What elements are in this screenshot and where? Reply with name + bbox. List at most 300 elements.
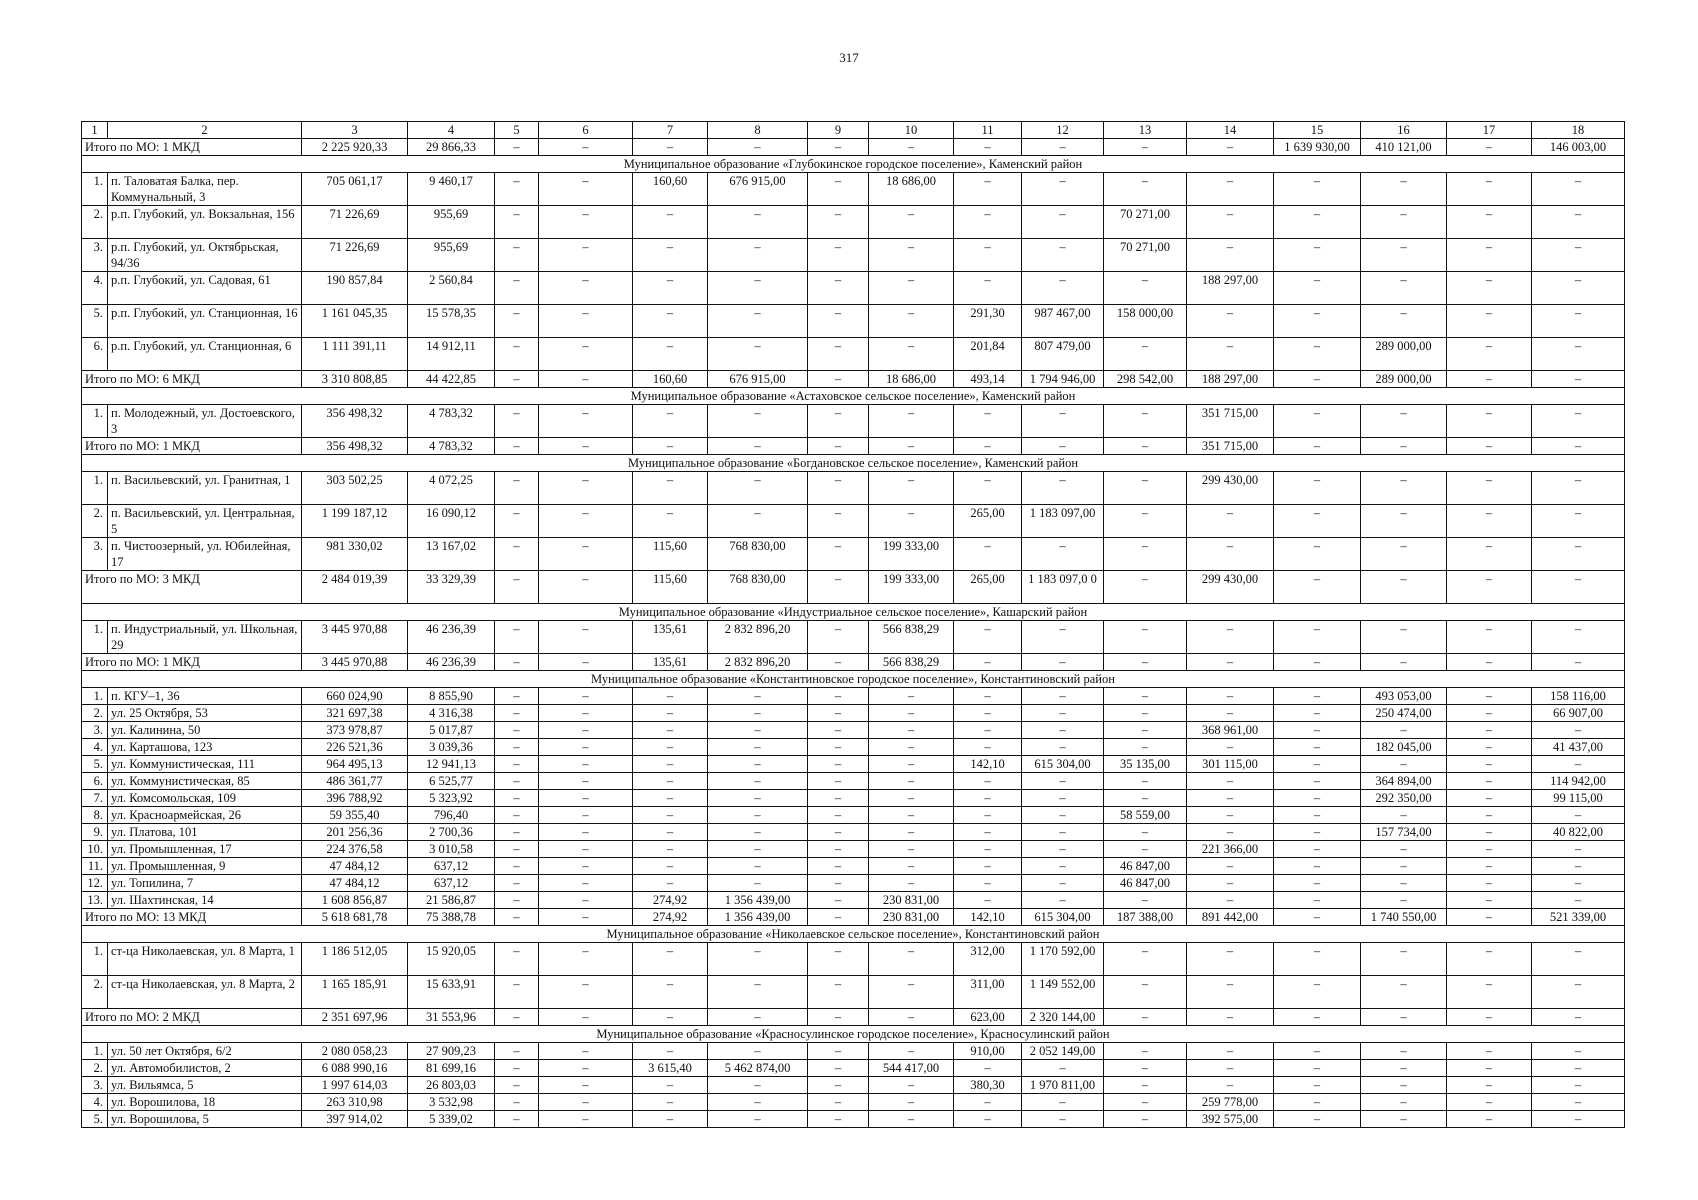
value-cell: 46 847,00: [1104, 858, 1187, 875]
value-cell: 157 734,00: [1361, 824, 1447, 841]
value-cell: 321 697,38: [302, 705, 408, 722]
value-cell: 964 495,13: [302, 756, 408, 773]
value-cell: –: [954, 621, 1022, 654]
value-cell: 27 909,23: [408, 1043, 495, 1060]
value-cell: –: [1104, 571, 1187, 604]
value-cell: –: [1022, 206, 1104, 239]
value-cell: –: [633, 472, 708, 505]
value-cell: 299 430,00: [1187, 472, 1274, 505]
value-cell: –: [808, 272, 869, 305]
value-cell: 160,60: [633, 371, 708, 388]
value-cell: 4 316,38: [408, 705, 495, 722]
value-cell: –: [633, 206, 708, 239]
value-cell: –: [1532, 571, 1625, 604]
value-cell: –: [495, 909, 539, 926]
address-cell: ст-ца Николаевская, ул. 8 Марта, 1: [108, 943, 302, 976]
value-cell: 1 740 550,00: [1361, 909, 1447, 926]
value-cell: –: [1274, 1009, 1361, 1026]
table-row: [82, 892, 1625, 909]
value-cell: –: [869, 1094, 954, 1111]
row-number: 5.: [82, 1111, 108, 1128]
value-cell: –: [1274, 272, 1361, 305]
value-cell: –: [954, 472, 1022, 505]
value-cell: –: [495, 1094, 539, 1111]
value-cell: 274,92: [633, 909, 708, 926]
section-header-row: [82, 1026, 1625, 1043]
address-cell: р.п. Глубокий, ул. Станционная, 16: [108, 305, 302, 338]
value-cell: –: [1022, 472, 1104, 505]
section-header-row: [82, 156, 1625, 173]
value-cell: –: [1187, 790, 1274, 807]
value-cell: –: [1447, 909, 1532, 926]
value-cell: –: [1361, 756, 1447, 773]
value-cell: –: [708, 1094, 808, 1111]
value-cell: –: [539, 571, 633, 604]
value-cell: –: [539, 1060, 633, 1077]
value-cell: 351 715,00: [1187, 438, 1274, 455]
value-cell: –: [1274, 505, 1361, 538]
value-cell: –: [1274, 976, 1361, 1009]
column-number: 17: [1447, 122, 1532, 139]
value-cell: –: [1447, 654, 1532, 671]
value-cell: –: [808, 239, 869, 272]
value-cell: –: [954, 1094, 1022, 1111]
value-cell: –: [1532, 943, 1625, 976]
table-row: [82, 1077, 1625, 1094]
municipality-title: Муниципальное образование «Николаевское сельское поселение», Константиновский район: [82, 926, 1625, 943]
value-cell: –: [954, 438, 1022, 455]
row-number: 1.: [82, 1043, 108, 1060]
value-cell: –: [1022, 1111, 1104, 1128]
address-cell: п. Молодежный, ул. Достоевского, 3: [108, 405, 302, 438]
value-cell: –: [954, 892, 1022, 909]
value-cell: 807 479,00: [1022, 338, 1104, 371]
value-cell: –: [633, 841, 708, 858]
value-cell: –: [1274, 1111, 1361, 1128]
value-cell: –: [1274, 739, 1361, 756]
value-cell: –: [808, 472, 869, 505]
row-number: 4.: [82, 1094, 108, 1111]
value-cell: –: [1361, 272, 1447, 305]
row-number: 4.: [82, 739, 108, 756]
value-cell: –: [869, 1077, 954, 1094]
value-cell: –: [539, 472, 633, 505]
value-cell: 15 633,91: [408, 976, 495, 1009]
value-cell: –: [1361, 892, 1447, 909]
value-cell: –: [708, 824, 808, 841]
value-cell: –: [1274, 841, 1361, 858]
value-cell: –: [1447, 538, 1532, 571]
value-cell: –: [1447, 756, 1532, 773]
total-row: [82, 438, 1625, 455]
value-cell: 146 003,00: [1532, 139, 1625, 156]
value-cell: –: [1187, 773, 1274, 790]
value-cell: –: [495, 790, 539, 807]
value-cell: –: [1361, 1094, 1447, 1111]
column-number: 14: [1187, 122, 1274, 139]
value-cell: –: [633, 1043, 708, 1060]
value-cell: –: [1447, 1060, 1532, 1077]
value-cell: –: [1187, 976, 1274, 1009]
table-row: [82, 472, 1625, 505]
value-cell: –: [808, 722, 869, 739]
value-cell: –: [1104, 739, 1187, 756]
value-cell: –: [1022, 790, 1104, 807]
row-number: 1.: [82, 621, 108, 654]
value-cell: –: [633, 139, 708, 156]
row-number: 8.: [82, 807, 108, 824]
row-number: 1.: [82, 472, 108, 505]
value-cell: –: [1104, 976, 1187, 1009]
value-cell: 15 578,35: [408, 305, 495, 338]
value-cell: 493,14: [954, 371, 1022, 388]
value-cell: –: [708, 756, 808, 773]
table-row: [82, 858, 1625, 875]
value-cell: 2 320 144,00: [1022, 1009, 1104, 1026]
value-cell: –: [1022, 438, 1104, 455]
value-cell: –: [539, 405, 633, 438]
value-cell: –: [539, 722, 633, 739]
value-cell: –: [808, 173, 869, 206]
value-cell: –: [708, 206, 808, 239]
value-cell: –: [808, 976, 869, 1009]
value-cell: –: [633, 1111, 708, 1128]
value-cell: –: [1274, 438, 1361, 455]
value-cell: –: [1274, 173, 1361, 206]
value-cell: –: [1274, 206, 1361, 239]
value-cell: 190 857,84: [302, 272, 408, 305]
value-cell: –: [1274, 571, 1361, 604]
municipality-title: Муниципальное образование «Глубокинское городское поселение», Каменский район: [82, 156, 1625, 173]
total-row: [82, 909, 1625, 926]
value-cell: 637,12: [408, 858, 495, 875]
value-cell: –: [808, 1060, 869, 1077]
value-cell: 311,00: [954, 976, 1022, 1009]
value-cell: –: [633, 305, 708, 338]
value-cell: –: [1187, 654, 1274, 671]
value-cell: –: [539, 371, 633, 388]
value-cell: –: [539, 841, 633, 858]
value-cell: –: [495, 722, 539, 739]
value-cell: 1 161 045,35: [302, 305, 408, 338]
value-cell: 298 542,00: [1104, 371, 1187, 388]
municipality-title: Муниципальное образование «Константиновское городское поселение», Константиновский район: [82, 671, 1625, 688]
value-cell: –: [869, 1043, 954, 1060]
value-cell: –: [869, 875, 954, 892]
value-cell: –: [1104, 538, 1187, 571]
table-row: [82, 405, 1625, 438]
table-row: [82, 621, 1625, 654]
value-cell: –: [1104, 139, 1187, 156]
value-cell: –: [539, 505, 633, 538]
value-cell: –: [1022, 739, 1104, 756]
value-cell: 5 339,02: [408, 1111, 495, 1128]
value-cell: –: [869, 976, 954, 1009]
municipality-title: Муниципальное образование «Индустриальное сельское поселение», Кашарский район: [82, 604, 1625, 621]
row-number: 9.: [82, 824, 108, 841]
table-row: [82, 976, 1625, 1009]
table-row: [82, 1094, 1625, 1111]
value-cell: 33 329,39: [408, 571, 495, 604]
value-cell: 199 333,00: [869, 538, 954, 571]
value-cell: –: [1274, 239, 1361, 272]
value-cell: 250 474,00: [1361, 705, 1447, 722]
value-cell: 5 462 874,00: [708, 1060, 808, 1077]
value-cell: –: [1022, 173, 1104, 206]
value-cell: –: [1447, 688, 1532, 705]
section-header-row: [82, 671, 1625, 688]
value-cell: –: [1447, 892, 1532, 909]
value-cell: –: [1532, 472, 1625, 505]
value-cell: –: [495, 538, 539, 571]
value-cell: 46 847,00: [1104, 875, 1187, 892]
value-cell: –: [1187, 1043, 1274, 1060]
value-cell: –: [539, 790, 633, 807]
value-cell: 4 783,32: [408, 405, 495, 438]
value-cell: –: [633, 338, 708, 371]
value-cell: 3 310 808,85: [302, 371, 408, 388]
value-cell: 955,69: [408, 206, 495, 239]
value-cell: –: [495, 405, 539, 438]
value-cell: –: [539, 338, 633, 371]
value-cell: –: [954, 405, 1022, 438]
value-cell: –: [1104, 705, 1187, 722]
value-cell: 1 199 187,12: [302, 505, 408, 538]
value-cell: –: [495, 1060, 539, 1077]
value-cell: –: [954, 875, 1022, 892]
row-number: 4.: [82, 272, 108, 305]
value-cell: 1 794 946,00: [1022, 371, 1104, 388]
table-row: [82, 807, 1625, 824]
value-cell: –: [495, 892, 539, 909]
value-cell: –: [633, 824, 708, 841]
value-cell: –: [1274, 338, 1361, 371]
value-cell: –: [954, 173, 1022, 206]
row-number: 1.: [82, 173, 108, 206]
value-cell: –: [708, 688, 808, 705]
municipality-title: Муниципальное образование «Богдановское сельское поселение», Каменский район: [82, 455, 1625, 472]
value-cell: –: [808, 909, 869, 926]
column-number: 8: [708, 122, 808, 139]
value-cell: –: [495, 943, 539, 976]
value-cell: –: [1361, 875, 1447, 892]
value-cell: –: [1104, 892, 1187, 909]
value-cell: 312,00: [954, 943, 1022, 976]
value-cell: –: [1187, 892, 1274, 909]
value-cell: –: [1274, 654, 1361, 671]
value-cell: 1 165 185,91: [302, 976, 408, 1009]
value-cell: –: [1532, 405, 1625, 438]
value-cell: –: [495, 305, 539, 338]
value-cell: –: [1104, 505, 1187, 538]
value-cell: –: [633, 739, 708, 756]
value-cell: –: [539, 239, 633, 272]
value-cell: –: [539, 858, 633, 875]
total-row: [82, 654, 1625, 671]
table-row: [82, 705, 1625, 722]
value-cell: –: [495, 571, 539, 604]
value-cell: –: [1532, 272, 1625, 305]
value-cell: 160,60: [633, 173, 708, 206]
section-header-row: [82, 455, 1625, 472]
value-cell: –: [954, 824, 1022, 841]
value-cell: 566 838,29: [869, 621, 954, 654]
page-number: 317: [839, 50, 859, 65]
value-cell: –: [808, 875, 869, 892]
value-cell: –: [954, 272, 1022, 305]
value-cell: 2 351 697,96: [302, 1009, 408, 1026]
value-cell: –: [1187, 943, 1274, 976]
address-cell: ул. Карташова, 123: [108, 739, 302, 756]
address-cell: р.п. Глубокий, ул. Октябрьская, 94/36: [108, 239, 302, 272]
value-cell: –: [1447, 739, 1532, 756]
value-cell: –: [1532, 875, 1625, 892]
value-cell: –: [1532, 173, 1625, 206]
total-label: Итого по МО: 3 МКД: [82, 571, 302, 604]
address-cell: ул. Вильямса, 5: [108, 1077, 302, 1094]
value-cell: 142,10: [954, 909, 1022, 926]
value-cell: –: [708, 807, 808, 824]
row-number: 7.: [82, 790, 108, 807]
value-cell: –: [1447, 239, 1532, 272]
value-cell: 1 183 097,0 0: [1022, 571, 1104, 604]
section-header-row: [82, 388, 1625, 405]
value-cell: –: [495, 654, 539, 671]
row-number: 2.: [82, 206, 108, 239]
value-cell: –: [495, 239, 539, 272]
value-cell: 188 297,00: [1187, 371, 1274, 388]
value-cell: –: [1274, 405, 1361, 438]
value-cell: 351 715,00: [1187, 405, 1274, 438]
row-number: 6.: [82, 773, 108, 790]
value-cell: 1 170 592,00: [1022, 943, 1104, 976]
value-cell: 1 111 391,11: [302, 338, 408, 371]
value-cell: –: [954, 654, 1022, 671]
value-cell: –: [808, 841, 869, 858]
value-cell: –: [539, 1111, 633, 1128]
address-cell: ул. Комсомольская, 109: [108, 790, 302, 807]
value-cell: –: [1447, 272, 1532, 305]
value-cell: –: [495, 824, 539, 841]
value-cell: –: [1022, 239, 1104, 272]
value-cell: –: [869, 405, 954, 438]
value-cell: –: [495, 858, 539, 875]
address-cell: ул. Ворошилова, 5: [108, 1111, 302, 1128]
value-cell: –: [808, 1077, 869, 1094]
municipality-title: Муниципальное образование «Красносулинское городское поселение», Красносулинский район: [82, 1026, 1625, 1043]
value-cell: –: [708, 722, 808, 739]
value-cell: –: [1104, 438, 1187, 455]
value-cell: –: [954, 688, 1022, 705]
value-cell: 224 376,58: [302, 841, 408, 858]
table-row: [82, 1111, 1625, 1128]
value-cell: –: [1532, 1043, 1625, 1060]
value-cell: 9 460,17: [408, 173, 495, 206]
value-cell: 5 323,92: [408, 790, 495, 807]
value-cell: 99 115,00: [1532, 790, 1625, 807]
value-cell: –: [808, 538, 869, 571]
value-cell: –: [495, 173, 539, 206]
total-label: Итого по МО: 1 МКД: [82, 654, 302, 671]
table-row: [82, 305, 1625, 338]
value-cell: 410 121,00: [1361, 139, 1447, 156]
value-cell: –: [708, 943, 808, 976]
value-cell: 158 000,00: [1104, 305, 1187, 338]
value-cell: –: [708, 472, 808, 505]
value-cell: –: [708, 739, 808, 756]
table-row: [82, 841, 1625, 858]
row-number: 1.: [82, 688, 108, 705]
total-label: Итого по МО: 6 МКД: [82, 371, 302, 388]
value-cell: –: [869, 841, 954, 858]
value-cell: –: [869, 438, 954, 455]
value-cell: 2 052 149,00: [1022, 1043, 1104, 1060]
row-number: 5.: [82, 305, 108, 338]
value-cell: 18 686,00: [869, 173, 954, 206]
value-cell: –: [1022, 139, 1104, 156]
column-number: 10: [869, 122, 954, 139]
value-cell: –: [1447, 875, 1532, 892]
value-cell: –: [1532, 505, 1625, 538]
column-number: 11: [954, 122, 1022, 139]
value-cell: 142,10: [954, 756, 1022, 773]
value-cell: 44 422,85: [408, 371, 495, 388]
value-cell: 182 045,00: [1361, 739, 1447, 756]
table-row: [82, 943, 1625, 976]
row-number: 6.: [82, 338, 108, 371]
value-cell: 292 350,00: [1361, 790, 1447, 807]
value-cell: –: [1274, 1094, 1361, 1111]
value-cell: –: [1104, 1060, 1187, 1077]
value-cell: 356 498,32: [302, 438, 408, 455]
value-cell: –: [1361, 505, 1447, 538]
value-cell: –: [1022, 807, 1104, 824]
value-cell: –: [808, 1043, 869, 1060]
value-cell: –: [954, 858, 1022, 875]
value-cell: 544 417,00: [869, 1060, 954, 1077]
value-cell: 301 115,00: [1187, 756, 1274, 773]
value-cell: –: [1447, 173, 1532, 206]
value-cell: –: [1447, 790, 1532, 807]
value-cell: –: [808, 571, 869, 604]
value-cell: –: [1361, 976, 1447, 1009]
value-cell: –: [869, 688, 954, 705]
value-cell: –: [633, 773, 708, 790]
value-cell: –: [869, 705, 954, 722]
address-cell: ул. Шахтинская, 14: [108, 892, 302, 909]
value-cell: –: [539, 1009, 633, 1026]
address-cell: ул. Коммунистическая, 85: [108, 773, 302, 790]
value-cell: –: [808, 858, 869, 875]
value-cell: –: [1361, 858, 1447, 875]
value-cell: 3 532,98: [408, 1094, 495, 1111]
value-cell: 201 256,36: [302, 824, 408, 841]
total-label: Итого по МО: 13 МКД: [82, 909, 302, 926]
address-cell: р.п. Глубокий, ул. Станционная, 6: [108, 338, 302, 371]
value-cell: 955,69: [408, 239, 495, 272]
value-cell: –: [539, 1043, 633, 1060]
value-cell: –: [1187, 1060, 1274, 1077]
value-cell: –: [869, 505, 954, 538]
value-cell: –: [1022, 773, 1104, 790]
value-cell: –: [633, 272, 708, 305]
row-number: 3.: [82, 538, 108, 571]
value-cell: –: [539, 173, 633, 206]
value-cell: 1 356 439,00: [708, 909, 808, 926]
value-cell: 40 822,00: [1532, 824, 1625, 841]
value-cell: –: [808, 338, 869, 371]
value-cell: 26 803,03: [408, 1077, 495, 1094]
